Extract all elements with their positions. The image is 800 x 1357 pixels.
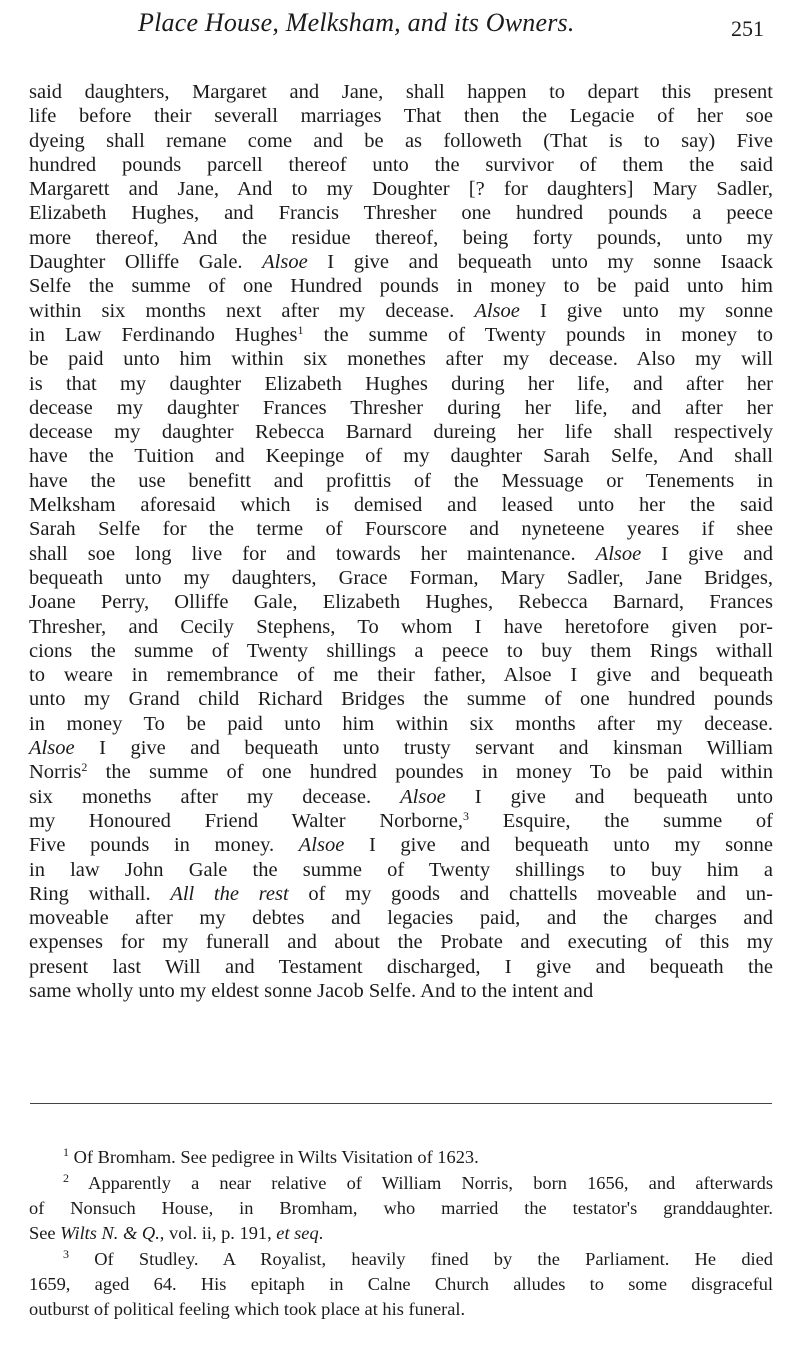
- text-run: my Honoured Friend Walter Norborne,: [29, 809, 464, 832]
- text-run: I give and bequeath unto: [445, 785, 773, 808]
- text-run: , vol. ii, p. 191,: [159, 1223, 277, 1243]
- text-run: 1659, aged 64. His epitaph in Calne Church alludes to some disgraceful: [29, 1274, 773, 1294]
- text-run: to weare in remembrance of me their father, Alsoe I give and bequeath: [29, 664, 773, 687]
- text-line: [29, 299, 773, 323]
- text-line: [29, 226, 773, 250]
- text-run: said daughters, Margaret and Jane, shall happen to depart this present: [29, 81, 773, 103]
- text-line: [29, 396, 773, 420]
- text-run: be paid unto him within six monethes after my decease. Also my will: [29, 348, 773, 371]
- footnote-line: [29, 1145, 773, 1170]
- footnote: [29, 1145, 773, 1170]
- text-line: [29, 809, 773, 833]
- text-line: [29, 712, 773, 736]
- footnote-divider: [30, 1103, 772, 1104]
- text-line: [29, 930, 773, 954]
- text-run: shall soe long live for and towards her maintenance.: [29, 542, 596, 565]
- text-line: [29, 542, 773, 566]
- text-run: decease my daughter Rebecca Barnard dureing her life shall respectively: [29, 421, 773, 444]
- text-run: outburst of political feeling which took place at his funeral.: [29, 1299, 466, 1319]
- text-run: have the use benefitt and profittis of the Messuage or Tenements in: [29, 469, 773, 492]
- text-line: [29, 177, 773, 201]
- text-line: [29, 420, 773, 444]
- text-run: of Nonsuch House, in Bromham, who married the testator's granddaughter.: [29, 1198, 773, 1218]
- text-line: [29, 444, 773, 468]
- running-title: Place House, Melksham, and its Owners.: [138, 8, 575, 37]
- footnote-reference: 3: [463, 808, 470, 823]
- text-run: same wholly unto my eldest sonne Jacob Selfe. And to the intent and: [29, 979, 594, 1002]
- text-run: decease my daughter Frances Thresher during her life, and after her: [29, 396, 773, 419]
- footnote-marker: 2: [63, 1171, 69, 1185]
- text-run: Elizabeth Hughes, and Francis Thresher one hundred pounds a peece: [29, 202, 773, 225]
- text-run: .: [318, 1223, 324, 1243]
- text-run: more thereof, And the residue thereof, being forty pounds, unto my: [29, 226, 773, 249]
- text-run: I give and bequeath unto my sonne: [344, 834, 773, 857]
- footnote-line: [29, 1272, 773, 1297]
- text-run: Joane Perry, Olliffe Gale, Elizabeth Hughes, Rebecca Barnard, Frances: [29, 591, 773, 614]
- text-line: [29, 372, 773, 396]
- footnote: [29, 1171, 773, 1246]
- text-line: [29, 858, 773, 882]
- italic-text: Alsoe: [298, 834, 345, 857]
- text-run: See: [29, 1223, 61, 1243]
- text-run: bequeath unto my daughters, Grace Forman, Mary Sadler, Jane Bridges,: [29, 566, 773, 589]
- footnote-marker: 1: [63, 1145, 69, 1159]
- text-run: Ring withall.: [29, 882, 171, 905]
- text-run: is that my daughter Elizabeth Hughes during her life, and after her: [29, 372, 773, 395]
- footnote-marker: 3: [63, 1247, 69, 1261]
- footnote-line: [29, 1247, 773, 1272]
- text-run: expenses for my funerall and about the Probate and executing of this my: [29, 931, 773, 954]
- italic-text: Alsoe: [262, 251, 308, 274]
- text-run: I give and: [641, 542, 773, 565]
- text-run: the summe of Twenty pounds in money to: [303, 323, 774, 346]
- text-line: [29, 785, 773, 809]
- text-run: Esquire, the summe of: [469, 809, 773, 832]
- text-run: in law John Gale the summe of Twenty shillings to buy him a: [29, 858, 773, 881]
- footnote-reference: 2: [81, 760, 88, 775]
- text-line: [29, 104, 773, 128]
- text-line: [29, 250, 773, 274]
- text-line: [29, 833, 773, 857]
- text-run: I give and bequeath unto my sonne Isaack: [307, 251, 773, 274]
- text-line: [29, 615, 773, 639]
- italic-text: Alsoe: [29, 737, 75, 760]
- text-run: Margarett and Jane, And to my Doughter [? for daughters] Mary Sadler,: [29, 178, 773, 201]
- text-run: hundred pounds parcell thereof unto the survivor of them the said: [29, 153, 773, 176]
- text-run: Daughter Olliffe Gale.: [29, 251, 263, 274]
- text-line: [29, 323, 773, 347]
- text-run: cions the summe of Twenty shillings a peece to buy them Rings withall: [29, 639, 773, 662]
- page-header: [0, 6, 800, 44]
- page-number: 251: [731, 16, 764, 41]
- text-run: Of Bromham. See pedigree in Wilts Visitation of 1623.: [73, 1147, 479, 1167]
- text-run: Melksham aforesaid which is demised and leased unto her the said: [29, 494, 773, 517]
- footnote-reference: 1: [297, 322, 304, 337]
- text-run: Apparently a near relative of William Norris, born 1656, and afterwards: [88, 1173, 773, 1193]
- body-text: [29, 80, 773, 1003]
- text-run: Five pounds in money.: [29, 834, 299, 857]
- text-run: unto my Grand child Richard Bridges the summe of one hundred pounds: [29, 688, 773, 711]
- text-line: [29, 517, 773, 541]
- text-line: [29, 906, 773, 930]
- text-run: dyeing shall remane come and be as followeth (That is to say) Five: [29, 129, 773, 152]
- footnote-line: [29, 1297, 773, 1322]
- text-run: the summe of one hundred poundes in money To be paid within: [87, 761, 773, 784]
- italic-text: Alsoe: [595, 542, 642, 565]
- text-run: I give unto my sonne: [519, 299, 773, 322]
- text-line: [29, 129, 773, 153]
- text-run: Norris: [29, 761, 82, 784]
- text-line: [29, 274, 773, 298]
- text-line: [29, 979, 773, 1003]
- italic-text: Alsoe: [474, 299, 520, 322]
- text-line: [29, 80, 773, 104]
- text-line: [29, 566, 773, 590]
- text-line: [29, 955, 773, 979]
- text-run: Thresher, and Cecily Stephens, To whom I have heretofore given por-: [29, 615, 773, 638]
- text-line: [29, 201, 773, 225]
- text-run: Sarah Selfe for the terme of Fourscore and nyneteene yeares if shee: [29, 518, 773, 541]
- italic-text: All the rest: [170, 882, 289, 905]
- text-run: Selfe the summe of one Hundred pounds in money to be paid unto him: [29, 275, 773, 298]
- footnote: [29, 1247, 773, 1322]
- text-run: Of Studley. A Royalist, heavily fined by the Parliament. He died: [94, 1249, 773, 1269]
- italic-text: Alsoe: [400, 785, 446, 808]
- text-run: in money To be paid unto him within six months after my decease.: [29, 712, 773, 735]
- footnote-line: [29, 1221, 773, 1246]
- text-run: life before their severall marriages That then the Legacie of her soe: [29, 105, 773, 128]
- text-line: [29, 687, 773, 711]
- footnote-line: [29, 1171, 773, 1196]
- text-run: in Law Ferdinando Hughes: [29, 323, 298, 346]
- text-line: [29, 469, 773, 493]
- text-line: [29, 639, 773, 663]
- text-line: [29, 493, 773, 517]
- text-run: present last Will and Testament discharged, I give and bequeath the: [29, 955, 773, 978]
- text-line: [29, 882, 773, 906]
- text-run: six moneths after my decease.: [29, 785, 401, 808]
- text-line: [29, 736, 773, 760]
- text-line: [29, 590, 773, 614]
- text-run: I give and bequeath unto trusty servant and kinsman William: [74, 737, 773, 760]
- italic-text: Wilts N. & Q.: [60, 1223, 160, 1243]
- text-run: moveable after my debtes and legacies paid, and the charges and: [29, 907, 773, 930]
- text-line: [29, 347, 773, 371]
- text-run: of my goods and chattells moveable and un-: [288, 882, 773, 905]
- italic-text: et seq: [276, 1223, 319, 1243]
- text-run: within six months next after my decease.: [29, 299, 475, 322]
- footnote-line: [29, 1196, 773, 1221]
- footnotes: [29, 1145, 773, 1322]
- text-line: [29, 760, 773, 784]
- text-line: [29, 663, 773, 687]
- text-line: [29, 153, 773, 177]
- text-run: have the Tuition and Keepinge of my daughter Sarah Selfe, And shall: [29, 445, 773, 468]
